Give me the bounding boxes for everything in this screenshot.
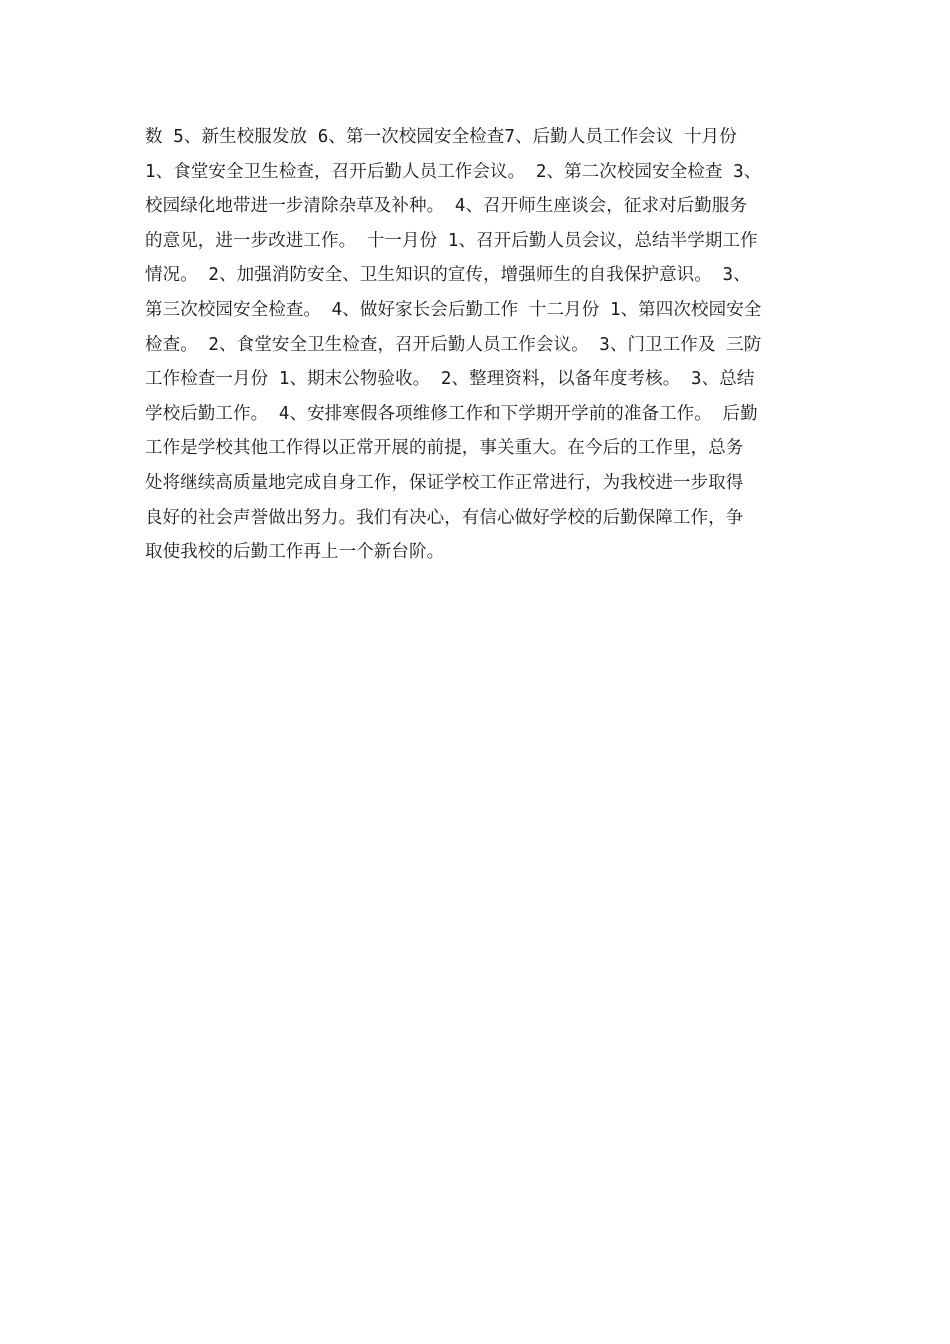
text-line: 处将继续高质量地完成自身工作，保证学校工作正常进行，为我校进一步取得	[145, 472, 744, 493]
text-line: 1、食堂安全卫生检查，召开后勤人员工作会议。 2、第二次校园安全检查 3、	[145, 161, 762, 182]
text-line: 学校后勤工作。 4、安排寒假各项维修工作和下学期开学前的准备工作。 后勤	[145, 403, 758, 424]
text-line: 数 5、新生校服发放 6、第一次校园安全检查7、后勤人员工作会议 十月份	[145, 127, 737, 147]
text-line: 良好的社会声誉做出努力。我们有决心，有信心做好学校的后勤保障工作，争	[145, 507, 744, 528]
text-line: 工作是学校其他工作得以正常开展的前提，事关重大。在今后的工作里，总务	[145, 438, 744, 459]
body-paragraph	[145, 120, 815, 570]
text-line: 第三次校园安全检查。 4、做好家长会后勤工作 十二月份 1、第四次校园安全	[145, 299, 762, 320]
text-line: 校园绿化地带进一步清除杂草及补种。 4、召开师生座谈会，征求对后勤服务	[145, 196, 748, 217]
text-line: 检查。 2、食堂安全卫生检查，召开后勤人员工作会议。 3、门卫工作及 三防	[145, 334, 762, 355]
text-line: 工作检查一月份 1、期末公物验收。 2、整理资料，以备年度考核。 3、总结	[145, 369, 755, 390]
text-line: 情况。 2、加强消防安全、卫生知识的宣传，增强师生的自我保护意识。 3、	[145, 265, 751, 286]
text-line: 取使我校的后勤工作再上一个新台阶。	[145, 542, 445, 563]
text-line: 的意见，进一步改进工作。 十一月份 1、召开后勤人员会议，总结半学期工作	[145, 230, 758, 251]
